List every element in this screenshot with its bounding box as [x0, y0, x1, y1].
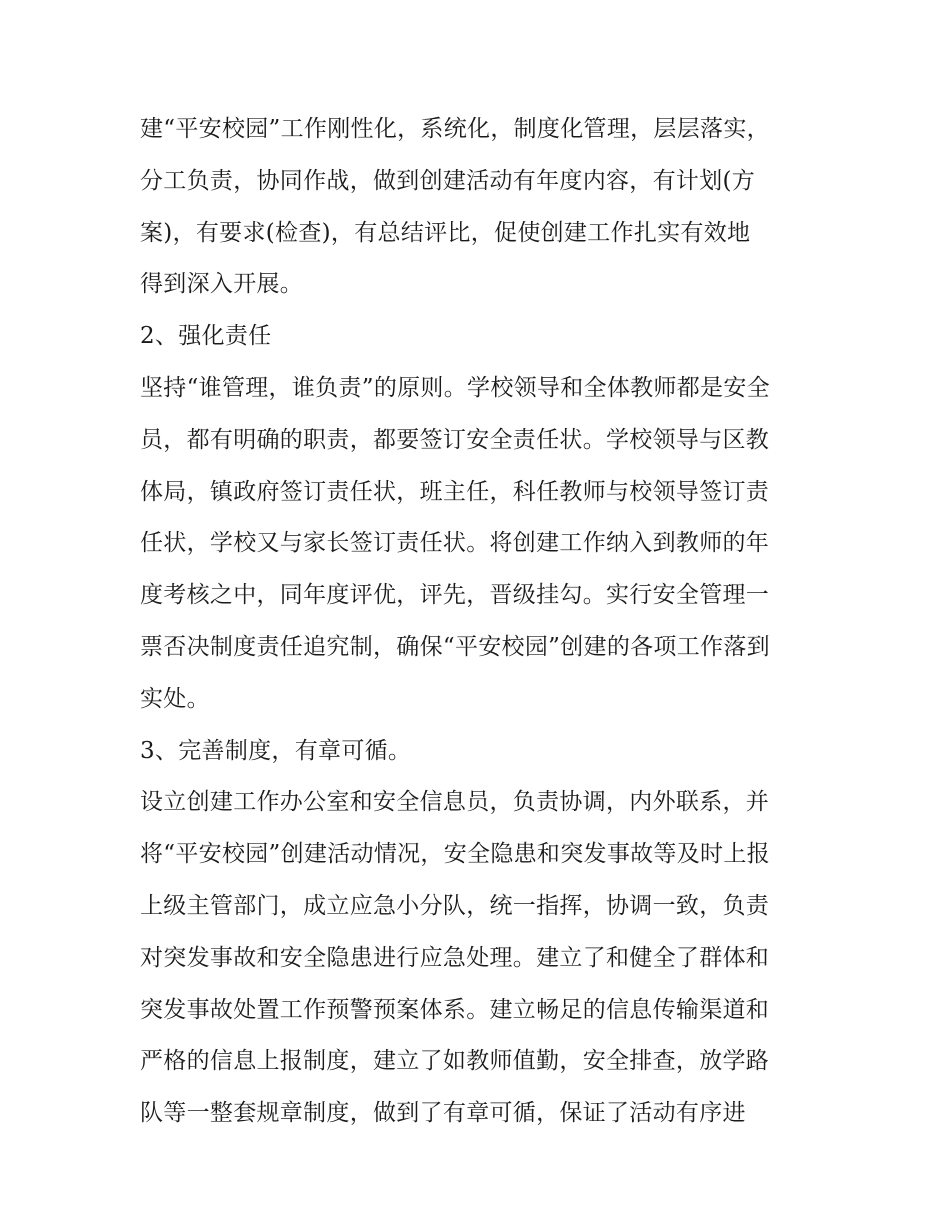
section-heading: 2、强化责任	[140, 323, 272, 350]
text-line: 案)，有要求(检查)，有总结评比，促使创建工作扎实有效地	[140, 219, 751, 246]
document-body	[140, 104, 820, 1140]
text-line: 设立创建工作办公室和安全信息员，负责协调，内外联系，并	[140, 789, 770, 816]
section-heading: 3、完善制度，有章可循。	[140, 737, 412, 764]
text-line: 员，都有明确的职责，都要签订安全责任状。学校领导与区教	[140, 426, 770, 453]
text-line: 上级主管部门，成立应急小分队，统一指挥，协调一致，负责	[140, 892, 770, 919]
text-line: 突发事故处置工作预警预案体系。建立畅足的信息传输渠道和	[140, 996, 770, 1023]
text-line: 严格的信息上报制度，建立了如教师值勤，安全排查，放学路	[140, 1048, 770, 1075]
text-line: 将“平安校园”创建活动情况，安全隐患和突发事故等及时上报	[140, 841, 770, 868]
text-line: 体局，镇政府签订责任状，班主任，科任教师与校领导签订责	[140, 478, 770, 505]
text-line: 任状，学校又与家长签订责任状。将创建工作纳入到教师的年	[140, 530, 770, 557]
text-line: 度考核之中，同年度评优，评先，晋级挂勾。实行安全管理一	[140, 582, 770, 609]
text-line: 得到深入开展。	[140, 271, 304, 298]
text-line: 实处。	[140, 685, 210, 712]
text-line: 对突发事故和安全隐患进行应急处理。建立了和健全了群体和	[140, 944, 770, 971]
text-line: 建“平安校园”工作刚性化，系统化，制度化管理，层层落实，	[140, 116, 770, 142]
text-line: 票否决制度责任追究制，确保“平安校园”创建的各项工作落到	[140, 633, 770, 660]
text-line: 坚持“谁管理，谁负责”的原则。学校领导和全体教师都是安全	[140, 374, 770, 401]
text-line: 分工负责，协同作战，做到创建活动有年度内容，有计划(方	[140, 167, 756, 194]
text-line: 队等一整套规章制度，做到了有章可循，保证了活动有序进	[140, 1100, 746, 1127]
